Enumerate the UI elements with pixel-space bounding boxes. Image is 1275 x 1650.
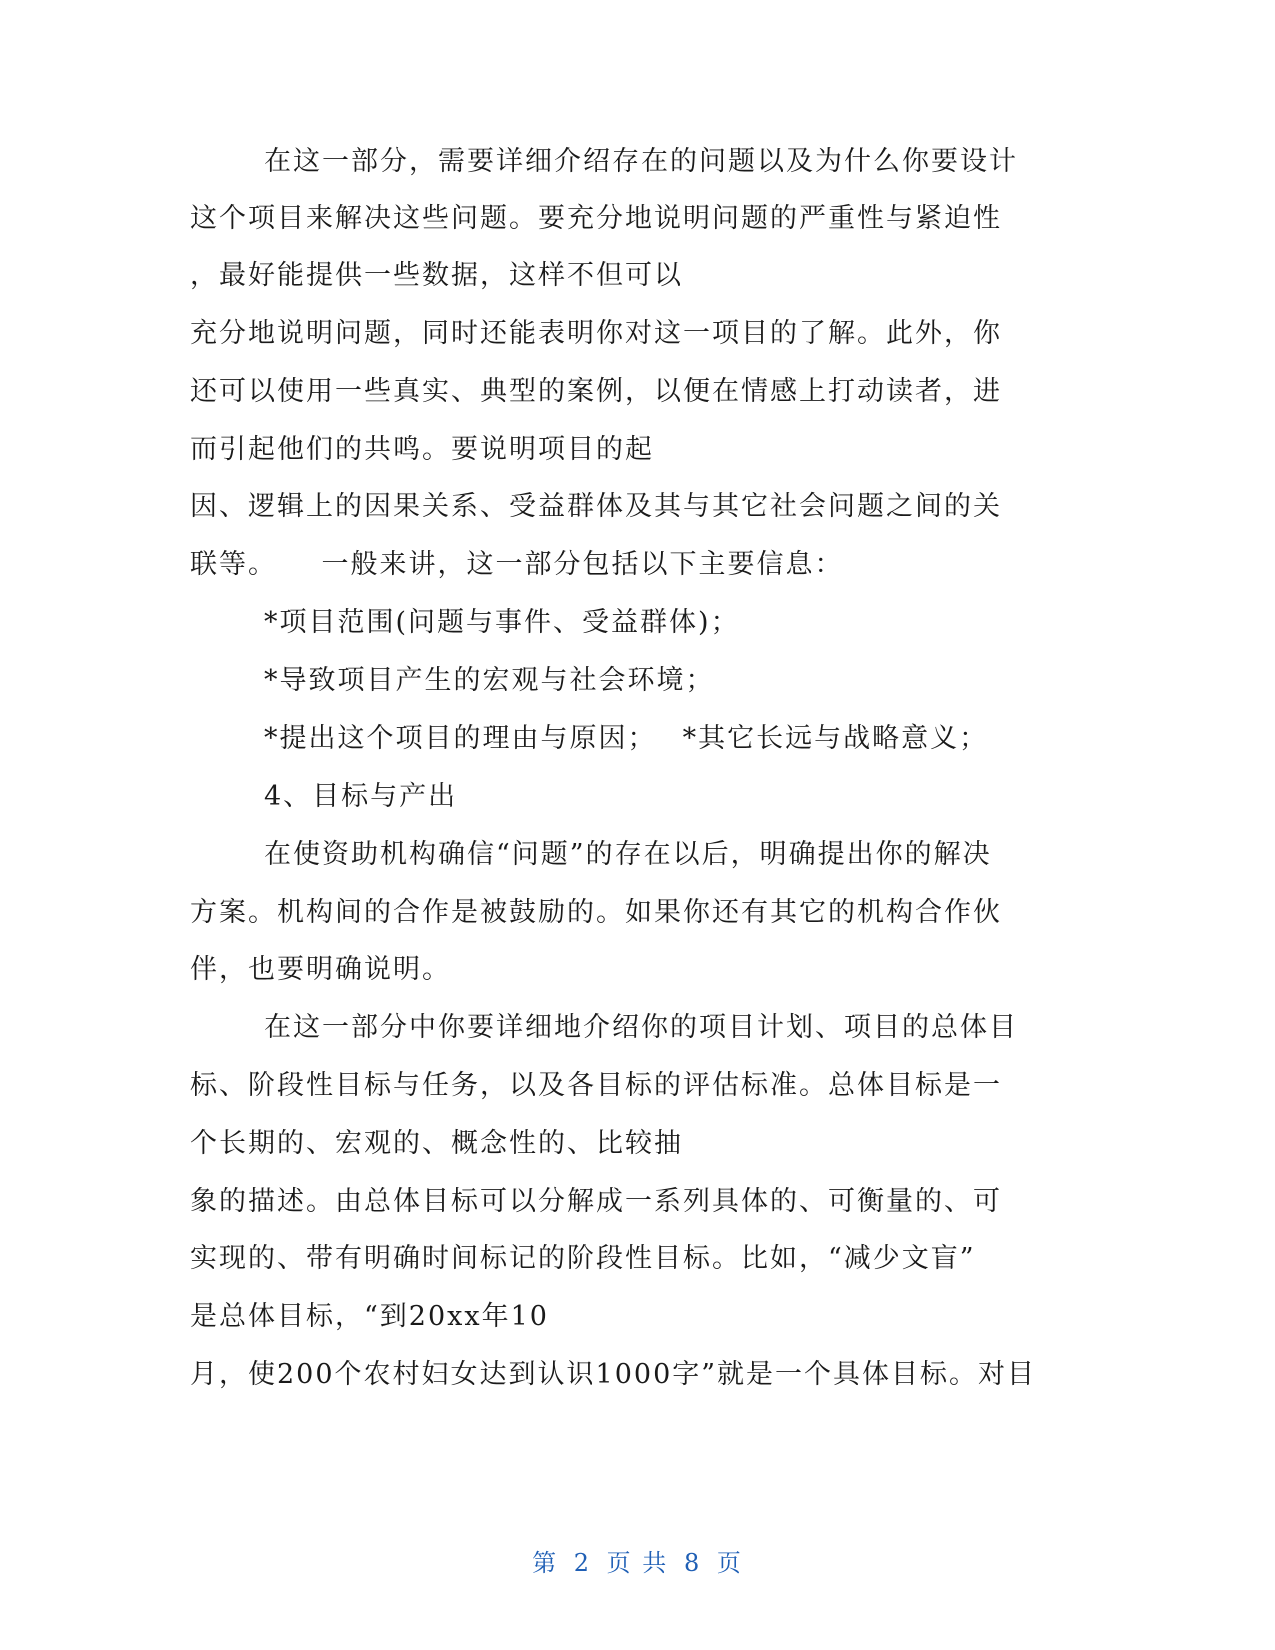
text-line: ，最好能提供一些数据，这样不但可以 [190, 260, 683, 291]
section-heading: 4、目标与产出 [264, 781, 458, 812]
footer-suffix: 页 [716, 1549, 743, 1577]
text-line: 伴，也要明确说明。 [190, 954, 451, 985]
bullet-item: *导致项目产生的宏观与社会环境； [264, 665, 715, 696]
total-pages-number: 8 [683, 1549, 702, 1577]
text-line: 这个项目来解决这些问题。要充分地说明问题的严重性与紧迫性 [190, 203, 1002, 234]
text-line: 在这一部分中你要详细地介绍你的项目计划、项目的总体目 [264, 1012, 1018, 1043]
text-line: 月，使200个农村妇女达到认识1000字”就是一个具体目标。对目 [190, 1359, 1037, 1390]
text-line: 在使资助机构确信“问题”的存在以后，明确提出你的解决 [264, 839, 992, 870]
bullet-item: *提出这个项目的理由与原因； *其它长远与战略意义； [264, 723, 989, 754]
text-line: 象的描述。由总体目标可以分解成一系列具体的、可衡量的、可 [190, 1186, 1002, 1217]
text-line: 因、逻辑上的因果关系、受益群体及其与其它社会问题之间的关 [190, 491, 1002, 522]
bullet-item: *项目范围(问题与事件、受益群体)； [264, 607, 740, 638]
text-line: 标、阶段性目标与任务，以及各目标的评估标准。总体目标是一 [190, 1070, 1002, 1101]
footer-prefix: 第 [532, 1549, 559, 1577]
text-line: 还可以使用一些真实、典型的案例，以便在情感上打动读者，进 [190, 376, 1002, 407]
text-line: 在这一部分，需要详细介绍存在的问题以及为什么你要设计 [264, 146, 1018, 177]
text-line: 个长期的、宏观的、概念性的、比较抽 [190, 1128, 683, 1159]
text-line: 实现的、带有明确时间标记的阶段性目标。比如，“减少文盲” [190, 1243, 976, 1274]
page-footer [0, 1543, 1275, 1578]
text-line: 充分地说明问题，同时还能表明你对这一项目的了解。此外，你 [190, 318, 1002, 349]
text-line: 方案。机构间的合作是被鼓励的。如果你还有其它的机构合作伙 [190, 897, 1002, 928]
text-line: 联等。 一般来讲，这一部分包括以下主要信息： [190, 549, 844, 580]
text-line: 是总体目标，“到20xx年10 [190, 1301, 549, 1332]
current-page-number: 2 [573, 1549, 592, 1577]
text-line: 而引起他们的共鸣。要说明项目的起 [190, 434, 654, 465]
footer-middle: 页 共 [606, 1549, 669, 1577]
